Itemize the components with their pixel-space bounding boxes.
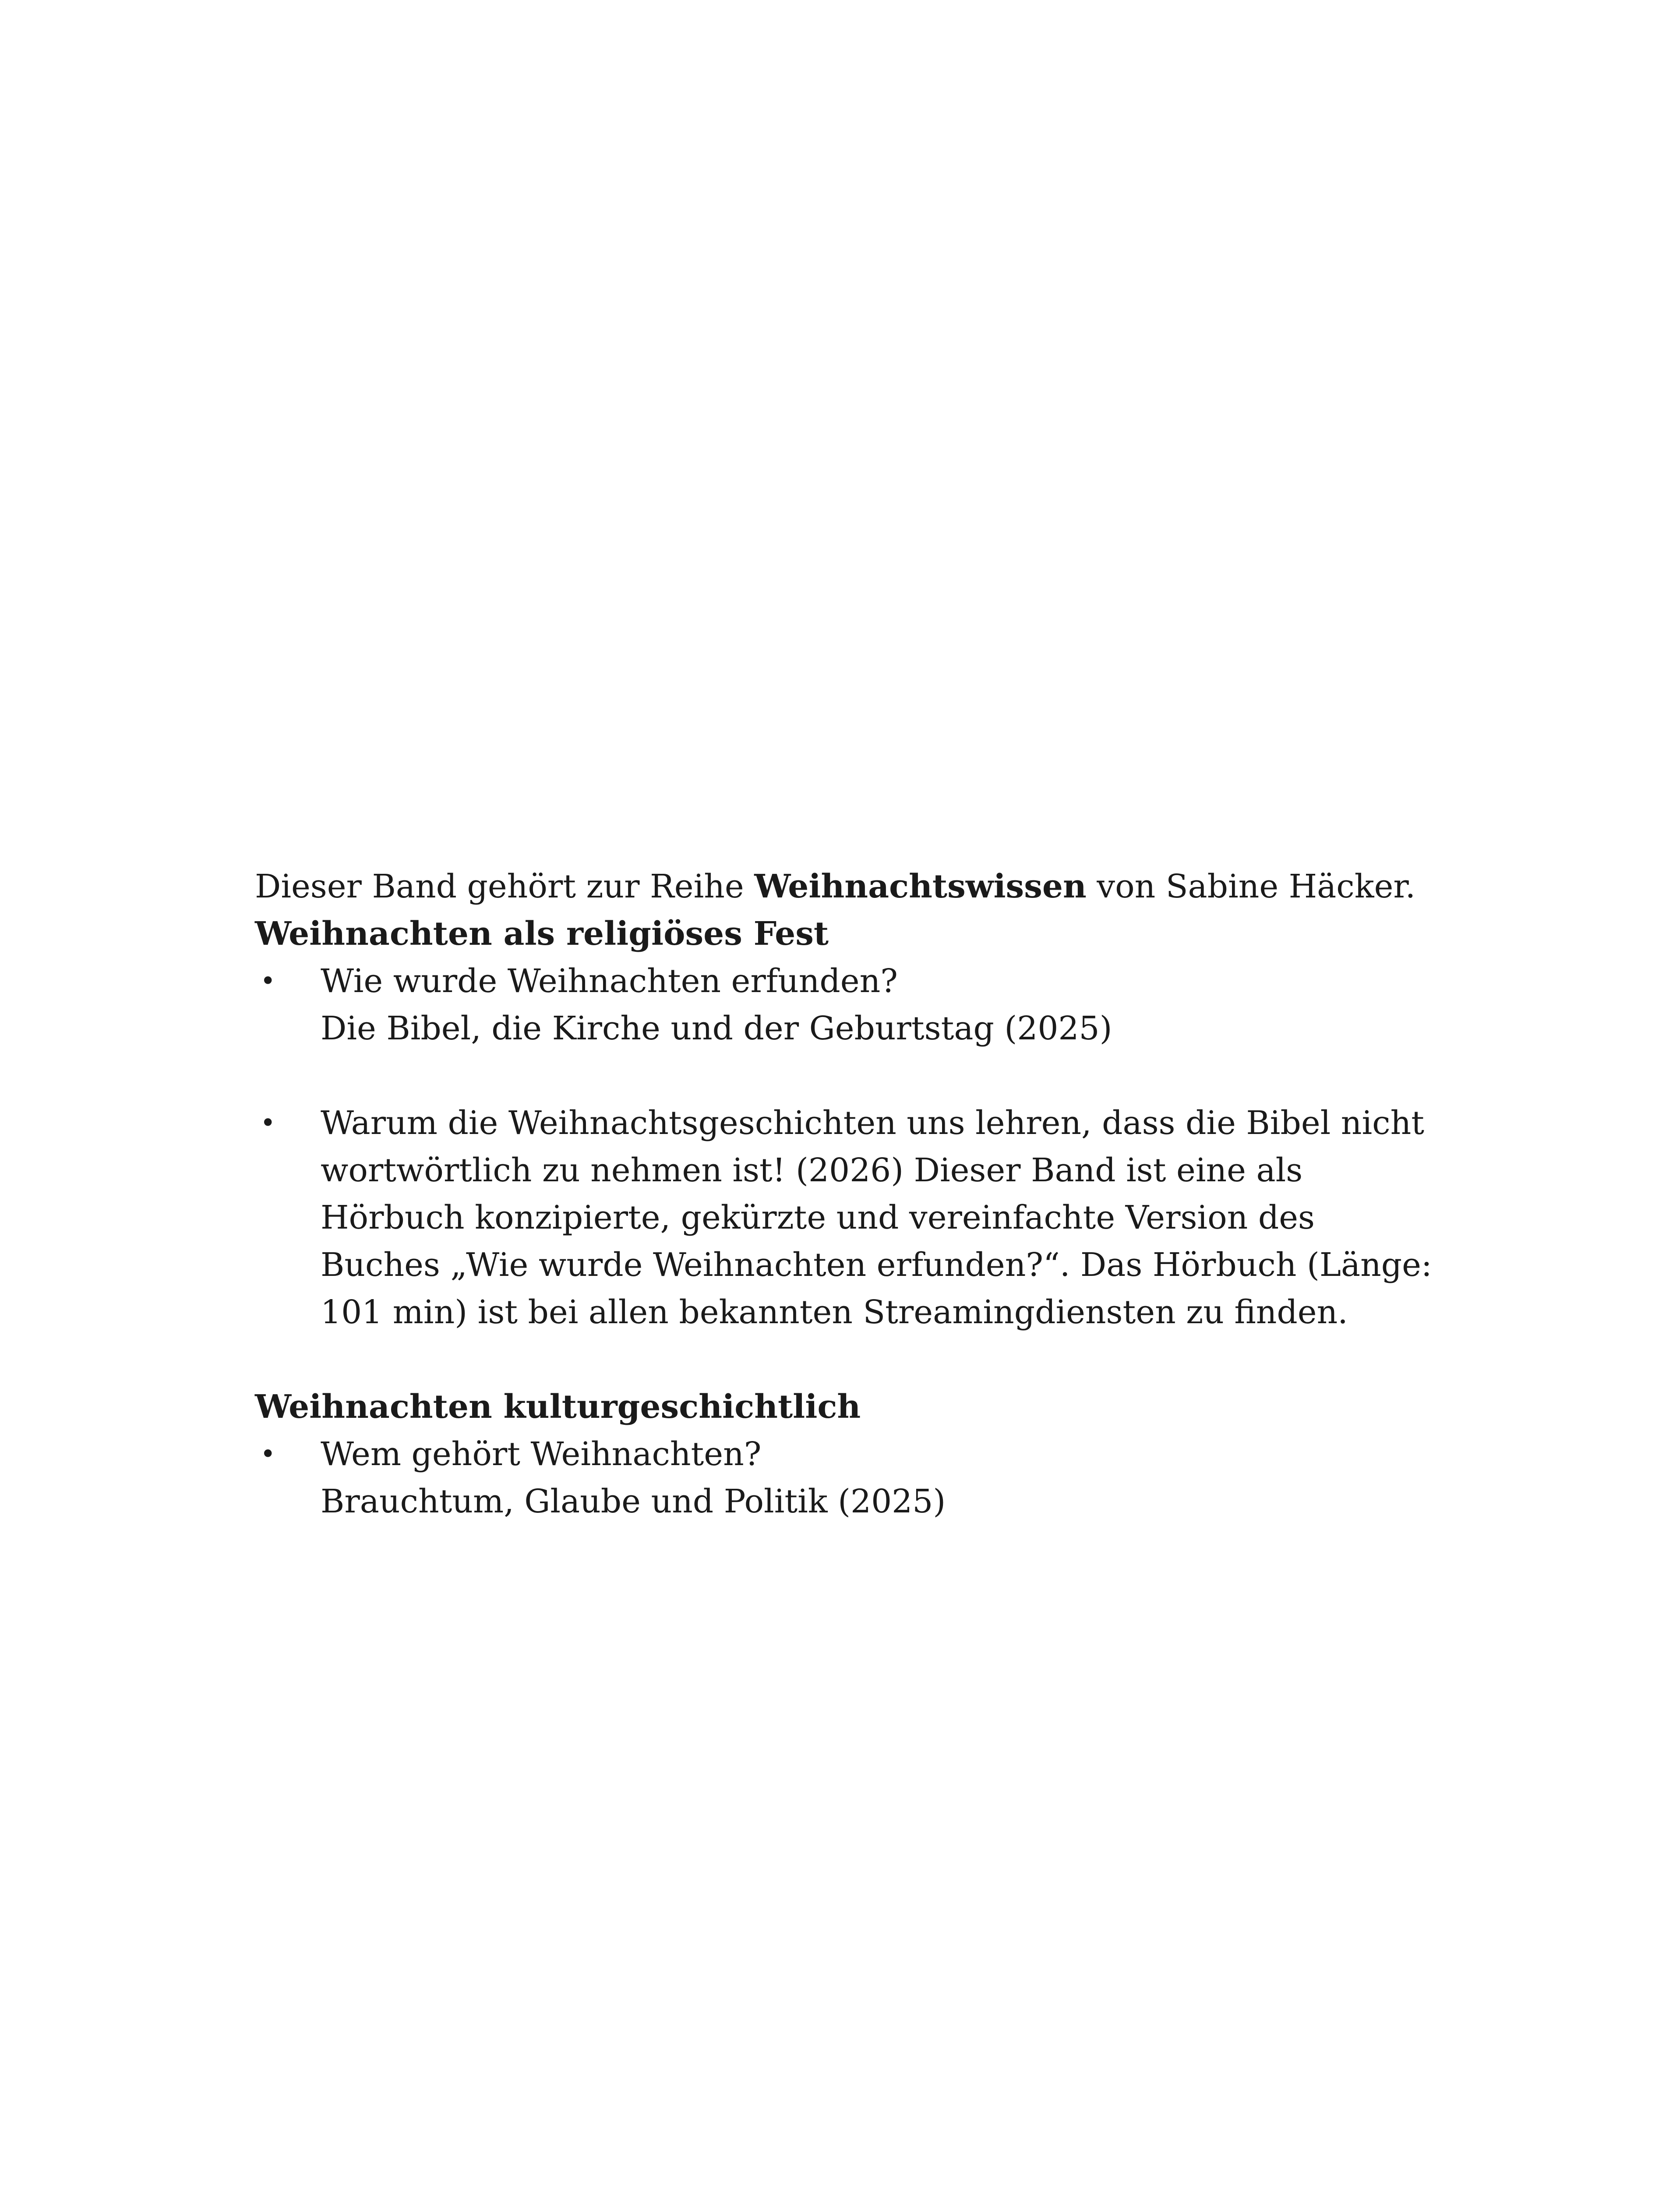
list-item	[255, 1431, 1437, 1525]
book-subtitle: Brauchtum, Glaube und Politik (2025)	[321, 1483, 946, 1520]
intro-suffix: von Sabine Häcker.	[1086, 868, 1416, 905]
book-subtitle: Die Bibel, die Kirche und der Geburtstag (2025)	[321, 1010, 1112, 1047]
section-heading-cultural: Weihnachten kulturgeschichtlich	[255, 1388, 861, 1426]
book-list-religious	[255, 957, 1437, 1336]
bullet-icon: •	[260, 1439, 276, 1469]
series-intro	[255, 863, 1437, 910]
bullet-icon: •	[260, 1108, 276, 1138]
book-series-page	[255, 863, 1437, 1525]
book-list-cultural	[255, 1431, 1437, 1525]
section-heading-religious: Weihnachten als religiöses Fest	[255, 915, 829, 953]
list-item	[255, 1099, 1437, 1336]
list-item	[255, 957, 1437, 1052]
book-description: Warum die Weihnachtsgeschichten uns lehren, dass die Bibel nicht wortwörtlich zu nehmen ist! (2026) Dieser Band ist eine als Hörbuch konzipierte, gekürzte und vereinfachte Version des Buches „Wie wurde Weihnachten erfunden?“. Das Hörbuch (Länge: 101 min) ist bei allen bekannten Streamingdiensten zu finden.	[321, 1104, 1432, 1331]
series-name: Weihnachtswissen	[754, 868, 1087, 905]
book-title: Wie wurde Weihnachten erfunden?	[321, 962, 898, 1000]
book-title: Wem gehört Weihnachten?	[321, 1435, 762, 1473]
intro-prefix: Dieser Band gehört zur Reihe	[255, 868, 755, 905]
bullet-icon: •	[260, 966, 276, 996]
